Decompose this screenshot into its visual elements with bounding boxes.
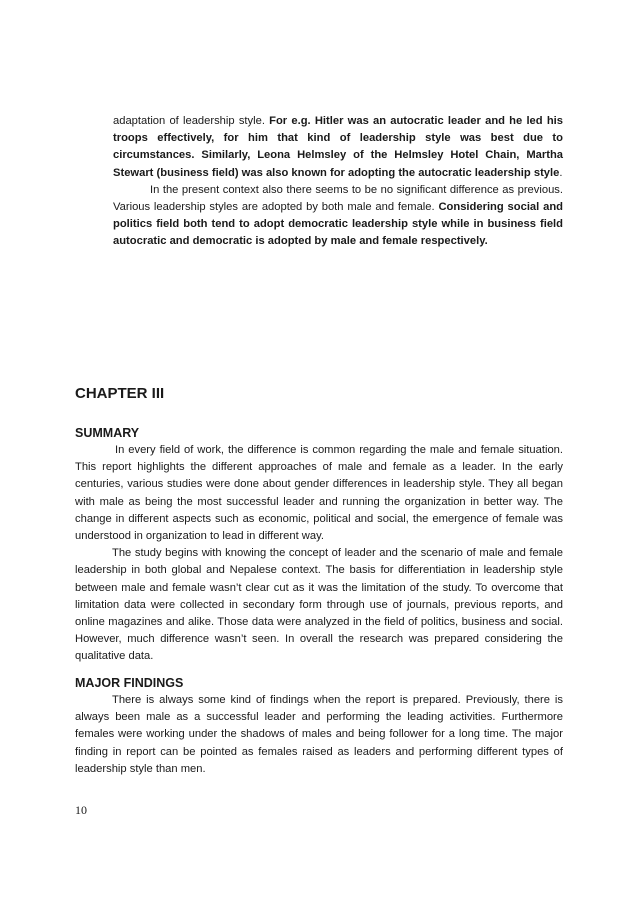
intro-paragraph-2-text: In the present context also there seems to be no significant difference as previous. Various leadership styles are adopted by both male and female. <box>113 183 563 214</box>
intro-paragraph-2-bold: Considering social and politics field both tend to adopt democratic leadership style while in business field autocratic and democratic is adopted by male and female respectively. <box>113 201 563 248</box>
intro-paragraph-1-tail: . <box>559 166 563 179</box>
intro-paragraph-2 <box>113 182 563 251</box>
page-number: 10 <box>75 803 87 817</box>
findings-heading: MAJOR FINDINGS <box>75 676 184 690</box>
intro-paragraph-1-text: adaptation of leadership style. <box>113 115 270 127</box>
intro-paragraph-1 <box>113 113 563 182</box>
summary-section <box>75 442 563 666</box>
summary-heading: SUMMARY <box>75 426 140 440</box>
intro-section <box>113 113 563 251</box>
chapter-title: CHAPTER III <box>75 385 165 402</box>
findings-section <box>75 692 563 778</box>
findings-paragraph-1: There is always some kind of findings when the report is prepared. Previously, there is always been male as a successful leader and performing the leading activities. Furthermore females were working under the shadows of males and being follower for a long time. The major finding in report can be pointed as females raised as leaders and performing different types of leadership style than men. <box>75 694 563 775</box>
summary-paragraph-1: In every field of work, the difference is common regarding the male and female situation. This report highlights the different approaches of male and female as a leader. In the early centuries, various studies were done about gender differences in leadership style. They all began with male as being the most successful leader and running the organization in better way. The change in different aspects such as economic, political and social, the emergence of female was understood in organization to lead in different way. <box>75 444 563 543</box>
intro-paragraph-1-bold: For e.g. Hitler was an autocratic leader and he led his troops effectively, for him that kind of leadership style was best due to circumstances. Similarly, Leona Helmsley of the Helmsley Hotel Chain, Martha Stewart (business field) was also known for adopting the autocratic leadership style <box>113 115 563 179</box>
summary-paragraph-2: The study begins with knowing the concept of leader and the scenario of male and female leadership in both global and Nepalese context. The basis for differentiation in leadership style between male and female wasn’t clear cut as it was the limitation of the study. To overcome that limitation data were collected in secondary form through use of journals, previous reports, and online magazines and alike. Those data were analyzed in the field of politics, business and social. However, much difference wasn’t seen. In overall the research was prepared considering the qualitative data. <box>75 547 563 663</box>
